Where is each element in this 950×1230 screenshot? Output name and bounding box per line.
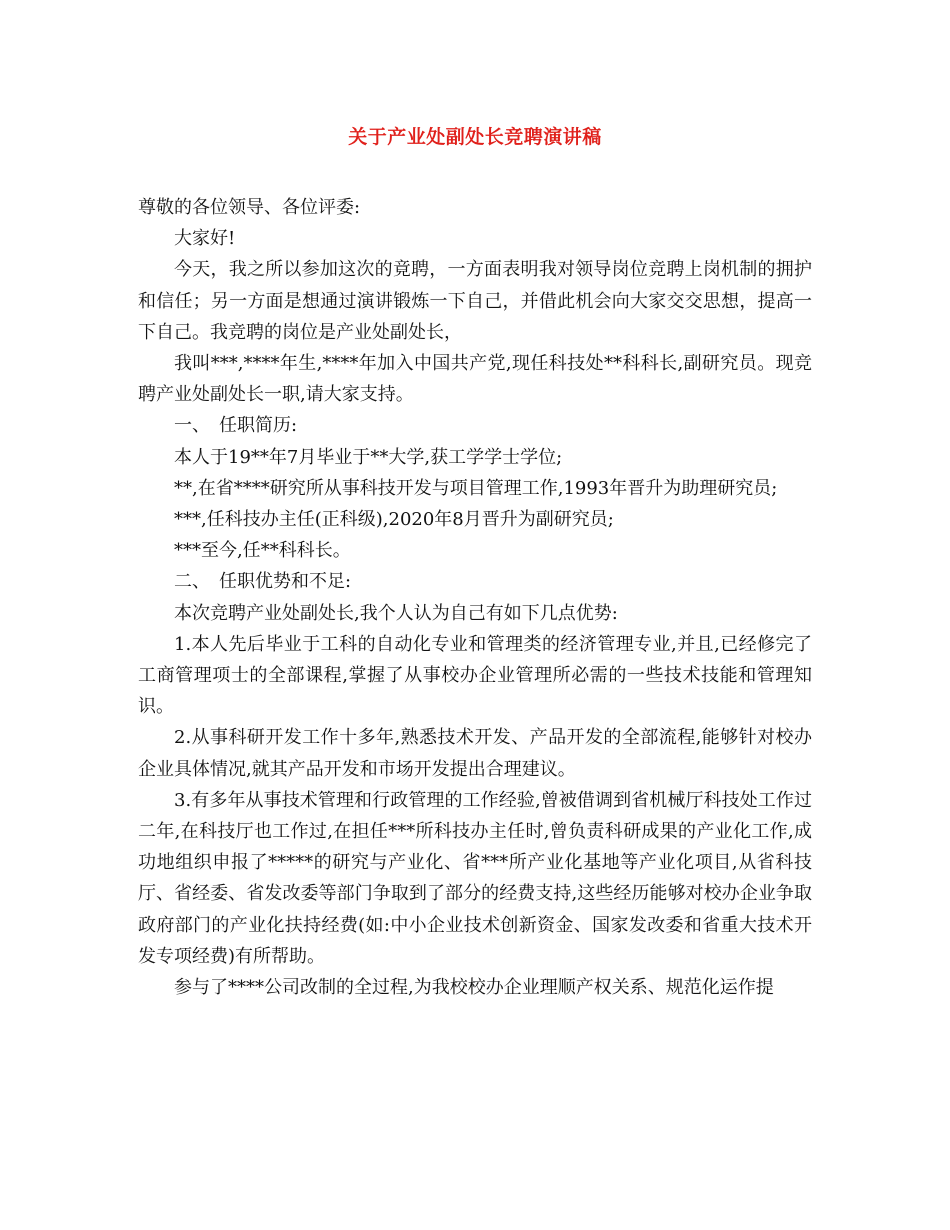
- paragraph-intro: 今天，我之所以参加这次的竟聘，一方面表明我对领导岗位竞聘上岗机制的拥护和信任；另一方面是想通过演讲锻炼一下自己，并借此机会向大家交交思想，提高一下自己。我竞聘的岗位是产业处副处长，: [138, 259, 812, 343]
- resume-item: ***至今,任**科科长。: [174, 540, 351, 562]
- greeting: 大家好!: [174, 228, 236, 250]
- advantage-item: 1.本人先后毕业于工科的自动化专业和管理类的经济管理专业,并且,已经修完了工商管理项士的全部课程,掌握了从事校办企业管理所必需的一些技术技能和管理知识。: [138, 633, 812, 718]
- section-heading-resume: 一、 任职简历:: [174, 415, 298, 437]
- paragraph-advantages-intro: 本次竞聘产业处副处长,我个人认为自己有如下几点优势:: [174, 602, 618, 624]
- salutation: 尊敬的各位领导、各位评委:: [138, 197, 361, 218]
- document-title: 关于产业处副处长竞聘演讲稿: [348, 126, 602, 148]
- advantage-item: 3.有多年从事技术管理和行政管理的工作经验,曾被借调到省机械厅科技处工作过二年,在科技厅也工作过,在担任***所科技办主任时,曾负责科研成果的产业化工作,成功地组织申报了*****的研究与产业化、省***所产业化基地等产业化项目,从省科技厅、省经委、省发改委等部门争取到了部分的经费支持,这些经历能够对校办企业争取政府部门的产业化扶持经费(如:中小企业技术创新资金、国家发改委和省重大技术开发专项经费)有所帮助。: [138, 789, 812, 967]
- document-body: [138, 192, 812, 1003]
- resume-item: 本人于19**年7月毕业于**大学,获工学学士学位;: [174, 446, 563, 468]
- resume-item: **,在省****研究所从事科技开发与项目管理工作,1993年晋升为助理研究员;: [174, 477, 778, 499]
- paragraph-self-intro: 我叫***,****年生,****年加入中国共产党,现任科技处**科科长,副研究员。现竞聘产业处副处长一职,请大家支持。: [138, 353, 812, 406]
- advantage-item: 2.从事科研开发工作十多年,熟悉技术开发、产品开发的全部流程,能够针对校办企业具体情况,就其产品开发和市场开发提出合理建议。: [138, 727, 812, 780]
- section-heading-advantages: 二、 任职优势和不足:: [174, 571, 352, 593]
- resume-item: ***,任科技办主任(正科级),2020年8月晋升为副研究员;: [174, 509, 614, 531]
- paragraph-continued: 参与了****公司改制的全过程,为我校校办企业理顺产权关系、规范化运作提: [174, 977, 774, 999]
